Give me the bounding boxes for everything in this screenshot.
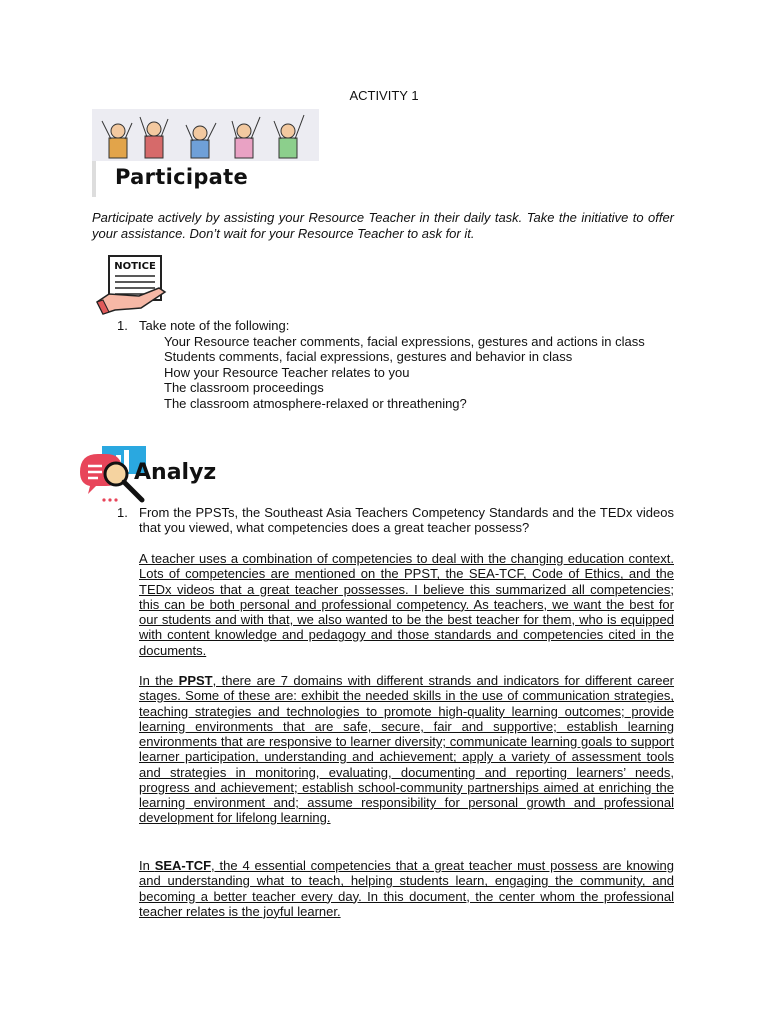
person-3 [186, 123, 216, 158]
question-number: 1. [117, 505, 128, 520]
answer-paragraph-3: In SEA-TCF, the 4 essential competencies that a great teacher must possess are knowing and understanding what to teach, helping students learn, engaging the community, and becoming a better teacher every day. In this document, the center whom the professional teacher relates is the joyful learner. [139, 858, 674, 919]
list-item: The classroom atmosphere-relaxed or threathening? [139, 396, 674, 412]
bullet-glyph [139, 396, 164, 412]
activity-title: ACTIVITY 1 [349, 88, 419, 103]
bullet-glyph [139, 349, 164, 365]
analyze-banner [76, 446, 236, 506]
list-item: Students comments, facial expressions, gestures and behavior in class [139, 349, 674, 365]
list-item: How your Resource Teacher relates to you [139, 365, 674, 381]
answer-paragraph-2: In the PPST, there are 7 domains with different strands and indicators for different career stages. Some of these are: exhibit the needed skills in the use of communication strategies, teaching strategies and technologies to promote high-quality learning outcomes; provide learning environments that are safe, secure, fair and supportive; establish learning environments that are responsive to learner diversity; communicate learning goals to support learner participation, understanding and achievement; apply a variety of assessment tools and strategies in monitoring, evaluating, documenting and reporting learners’ needs, progress and achievement; establish school-community partnerships aimed at enriching the learning environment and; assume responsibility for personal growth and professional development for lifelong learning. [139, 673, 675, 826]
notice-sign-text: NOTICE [114, 261, 156, 272]
bullet-glyph [139, 365, 164, 381]
list-item: The classroom proceedings [139, 380, 674, 396]
list-lead: Take note of the following: [139, 318, 290, 333]
person-2 [140, 117, 168, 158]
participate-instructions: Participate actively by assisting your Resource Teacher in their daily task. Take the initiative to offer your assistance. Don’t wait for your Resource Teacher to ask for it. [92, 210, 674, 241]
analysis-question [117, 505, 674, 536]
notice-icon [95, 254, 167, 316]
people-cheering-illustration [92, 109, 319, 161]
question-text: From the PPSTs, the Southeast Asia Teachers Competency Standards and the TEDx videos that you viewed, what competencies does a great teacher possess? [139, 505, 674, 536]
banner-divider [92, 161, 96, 197]
list-item: Your Resource teacher comments, facial expressions, gestures and actions in class [139, 334, 674, 350]
analyze-heading: Analyz [134, 460, 217, 485]
answer-paragraph-1: A teacher uses a combination of competencies to deal with the changing education context. Lots of competencies are mentioned on the PPST, the SEA-TCF, Code of Ethics, and the TEDx videos that a great teacher possesses. I believe this summarized all competencies; this can be both personal and professional competency. As teachers, we want the best for our students and with that, we also wanted to be the best teacher for them, who is equipped with content knowledge and pedagogy and those standards and competencies cited in the documents. [139, 551, 674, 658]
sea-tcf-term: SEA-TCF [154, 858, 212, 873]
participate-banner [92, 109, 319, 197]
observation-bullets [139, 334, 674, 412]
observation-list [117, 318, 674, 411]
list-number: 1. [117, 318, 128, 333]
person-4 [232, 117, 260, 158]
person-5 [274, 115, 304, 158]
bullet-glyph [139, 380, 164, 396]
participate-heading: Participate [115, 165, 249, 189]
bullet-glyph [139, 334, 164, 350]
person-1 [102, 121, 132, 158]
ppst-term: PPST [178, 673, 213, 688]
